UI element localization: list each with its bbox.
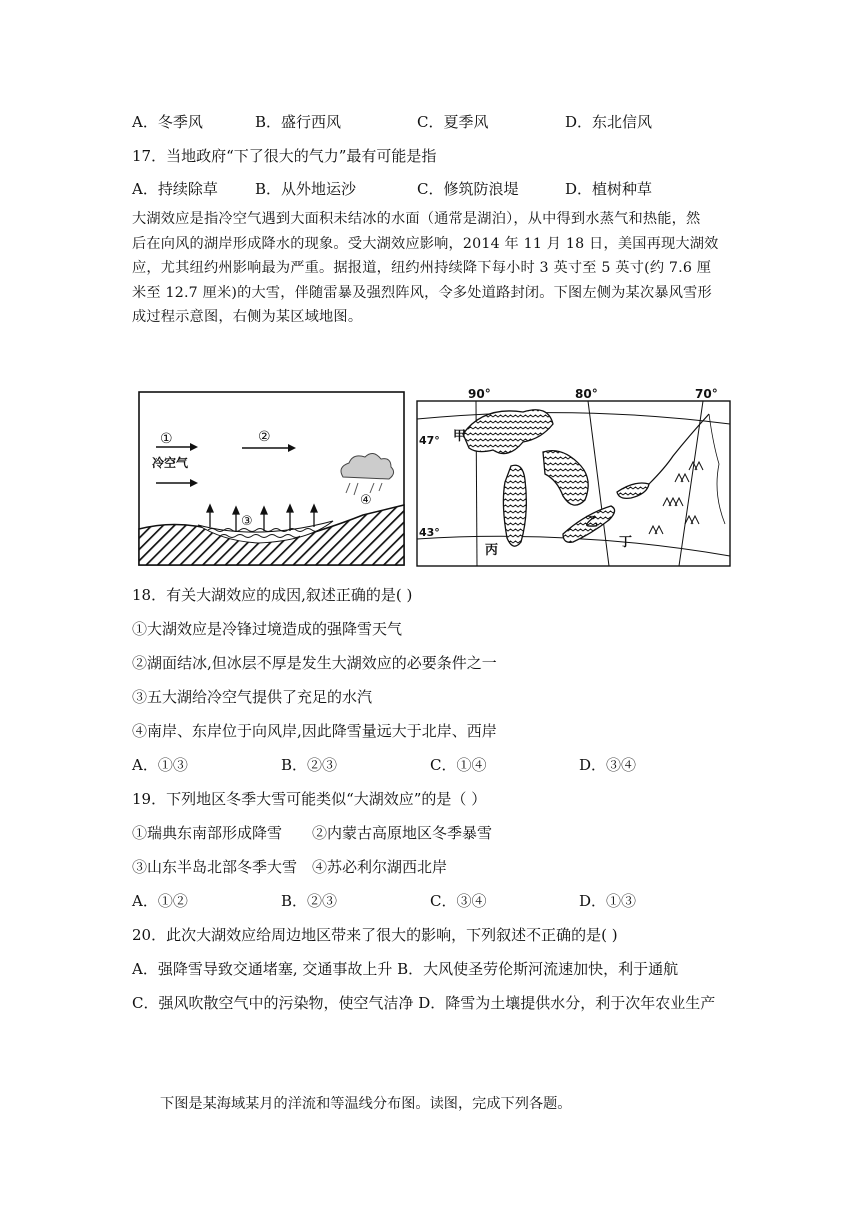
q16-option-b: B．盛行西风: [255, 113, 342, 131]
q16-option-a: A．冬季风: [132, 113, 203, 131]
q16-option-c: C．夏季风: [417, 113, 489, 131]
lon-label-90: 90°: [468, 387, 491, 401]
q19-statement-1: ①瑞典东南部形成降雪: [132, 824, 283, 842]
q19-statement-3: ③山东半岛北部冬季大雪: [132, 858, 298, 876]
q18-option-c: C．①④: [430, 756, 487, 774]
passage-line: 后在向风的湖岸形成降水的现象。受大湖效应影响，2014 年 11 月 18 日，美国再现大湖效: [132, 235, 719, 252]
q19-statement-4: ④苏必利尔湖西北岸: [312, 858, 448, 876]
q20-options-row1: A．强降雪导致交通堵塞, 交通事故上升 B．大风使圣劳伦斯河流速加快，利于通航: [132, 960, 679, 978]
q17-stem: 17．当地政府“下了很大的气力”最有可能是指: [132, 147, 437, 165]
place-jia: 甲: [453, 429, 467, 444]
q18-option-a: A．①③: [132, 756, 188, 774]
q19-option-b: B．②③: [281, 892, 338, 910]
passage-line: 大湖效应是指冷空气遇到大面积未结冰的水面（通常是湖泊），从中得到水蒸气和热能，然: [132, 211, 701, 227]
q18-stem: 18．有关大湖效应的成因,叙述正确的是( ): [132, 586, 413, 604]
q18-statement-4: ④南岸、东岸位于向风岸,因此降雪量远大于北岸、西岸: [132, 722, 497, 740]
lon-label-70: 70°: [695, 387, 718, 401]
q18-statement-3: ③五大湖给冷空气提供了充足的水汽: [132, 688, 373, 706]
lon-label-80: 80°: [575, 387, 598, 401]
q20-options-row2: C．强风吹散空气中的污染物，使空气洁净 D．降雪为土壤提供水分，利于次年农业生产: [132, 994, 716, 1012]
passage: [132, 207, 732, 330]
q18-statement-1: ①大湖效应是冷锋过境造成的强降雪天气: [132, 620, 403, 638]
q19-option-a: A．①②: [132, 892, 188, 910]
passage-line: 米至 12.7 厘米)的大雪，伴随雷暴及强烈阵风，令多处道路封闭。下图左侧为某次暴风雪形: [132, 284, 712, 301]
cold-air-label: 冷空气: [152, 456, 189, 470]
q17-option-d: D．植树种草: [565, 180, 653, 198]
place-ding: 丁: [619, 535, 633, 550]
q19-stem: 19．下列地区冬季大雪可能类似“大湖效应”的是（ ）: [132, 790, 487, 808]
passage-line: 成过程示意图，右侧为某区域地图。: [132, 309, 363, 325]
q18-statement-2: ②湖面结冰,但冰层不厚是发生大湖效应的必要条件之一: [132, 654, 497, 672]
q18-option-d: D．③④: [579, 756, 637, 774]
next-section-intro: 下图是某海域某月的洋流和等温线分布图。读图，完成下列各题。: [160, 1096, 572, 1112]
q17-option-a: A．持续除草: [132, 180, 218, 198]
lake-effect-diagram: [138, 391, 406, 567]
passage-line: 应，尤其纽约州影响最为严重。据报道，纽约州持续降下每小时 3 英寸至 5 英寸(约 7.6 厘: [132, 260, 712, 276]
q19-option-d: D．①③: [579, 892, 637, 910]
place-yi: 乙: [585, 515, 599, 530]
q20-stem: 20．此次大湖效应给周边地区带来了很大的影响，下列叙述不正确的是( ): [132, 926, 618, 944]
label-3: ③: [241, 514, 253, 529]
q18-option-b: B．②③: [281, 756, 338, 774]
q19-statement-2: ②内蒙古高原地区冬季暴雪: [312, 824, 493, 842]
lat-label-43: 43°: [419, 526, 440, 539]
lat-label-47: 47°: [419, 434, 440, 447]
q16-option-d: D．东北信风: [565, 113, 653, 131]
q17-option-c: C．修筑防浪堤: [417, 180, 519, 198]
q17-option-b: B．从外地运沙: [255, 180, 357, 198]
q19-option-c: C．③④: [430, 892, 487, 910]
label-1: ①: [160, 431, 173, 447]
great-lakes-map: [413, 384, 733, 570]
label-4: ④: [360, 493, 372, 508]
label-2: ②: [258, 429, 271, 445]
place-bing: 丙: [485, 543, 499, 558]
